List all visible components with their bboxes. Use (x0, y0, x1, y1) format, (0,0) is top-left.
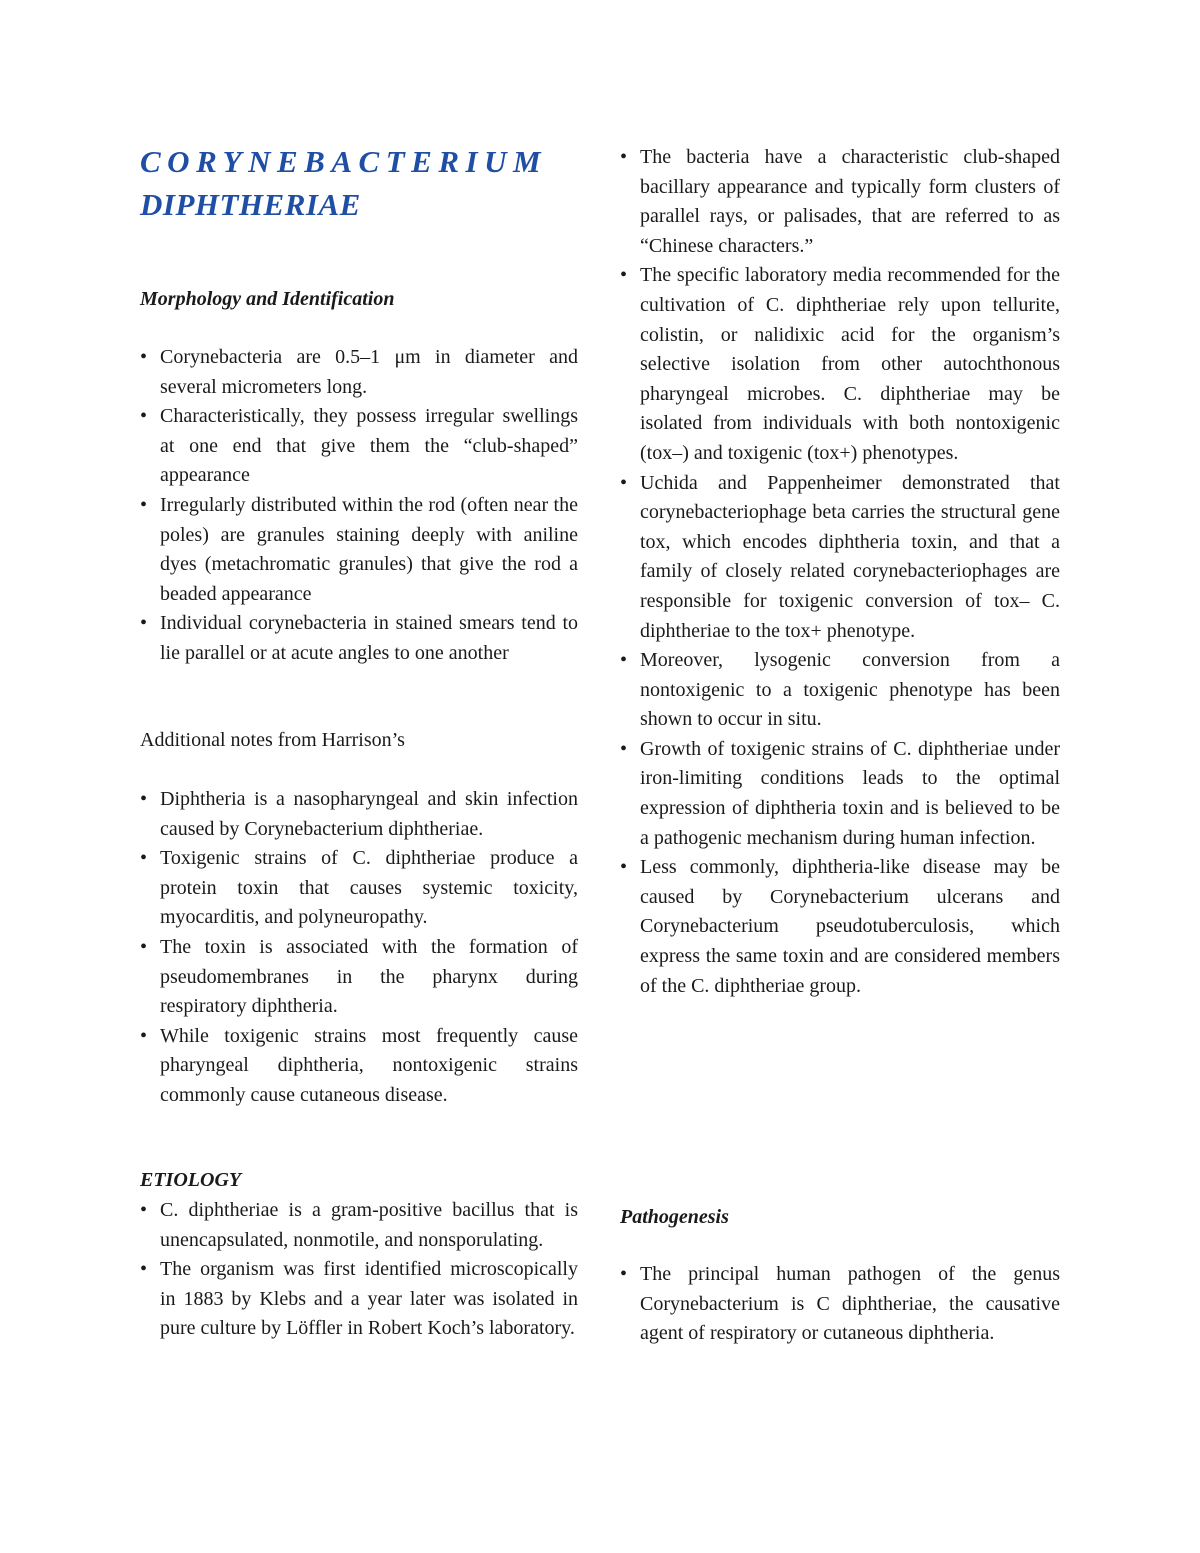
bullet-icon: • (140, 1199, 148, 1221)
list-item-text: The bacteria have a characteristic club-shaped bacillary appearance and typically form clusters of parallel rays, or palisades, that are referred to as “Chinese characters.” (640, 146, 1060, 257)
title-line-2: DIPHTHERIAE (140, 187, 361, 222)
list-item (140, 844, 578, 933)
pathogenesis-heading: Pathogenesis (620, 1206, 729, 1228)
bullet-icon: • (140, 612, 148, 635)
list-item-text: Uchida and Pappenheimer demonstrated that corynebacteriophage beta carries the structural gene tox, which encodes diphtheria toxin, and that a family of closely related corynebacteriophages are responsible for toxigenic conversion of tox– C. diphtheriae to the tox+ phenotype. (640, 471, 1060, 642)
list-item-text: While toxigenic strains most frequently cause pharyngeal diphtheria, nontoxigenic strains commonly cause cutaneous disease. (160, 1024, 578, 1106)
bullet-icon: • (620, 649, 628, 672)
list-item (620, 646, 1060, 735)
list-item-text: The specific laboratory media recommended for the cultivation of C. diphtheriae rely upon tellurite, colistin, or nalidixic acid for the organism’s selective isolation from other autochthonous pharyngeal microbes. C. diphtheriae may be isolated from individuals with both nontoxigenic (tox–) and toxigenic (tox+) phenotypes. (640, 264, 1060, 464)
list-item-text: The organism was first identified microscopically in 1883 by Klebs and a year later was isolated in pure culture by Löffler in Robert Koch’s laboratory. (160, 1258, 578, 1340)
bullet-icon: • (140, 788, 148, 810)
bullet-icon: • (620, 264, 628, 287)
list-item (140, 1196, 578, 1255)
list-item (140, 785, 578, 844)
list-item (620, 1260, 1060, 1349)
list-item-text: Less commonly, diphtheria-like disease may be caused by Corynebacterium ulcerans and Corynebacterium pseudotuberculosis, which express the same toxin and are considered members of the C. diphtheriae group. (640, 856, 1060, 997)
document-title (140, 140, 578, 226)
title-line-1: CORYNEBACTERIUM (140, 144, 548, 179)
etiology-list (140, 1196, 578, 1344)
harrison-notes-heading: Additional notes from Harrison’s (140, 729, 405, 751)
description-list (620, 143, 1060, 1001)
list-item-text: C. diphtheriae is a gram-positive bacillus that is unencapsulated, nonmotile, and nonsporulating. (160, 1199, 578, 1251)
list-item (140, 343, 578, 402)
list-item (620, 143, 1060, 261)
bullet-icon: • (140, 847, 148, 870)
list-item-text: Characteristically, they possess irregular swellings at one end that give them the “club-shaped” appearance (160, 405, 578, 487)
bullet-icon: • (140, 405, 148, 428)
bullet-icon: • (620, 856, 628, 879)
list-item-text: Toxigenic strains of C. diphtheriae produce a protein toxin that causes systemic toxicity, myocarditis, and polyneuropathy. (160, 847, 578, 929)
list-item (620, 469, 1060, 647)
list-item (620, 261, 1060, 468)
pathogenesis-list (620, 1260, 1060, 1349)
bullet-icon: • (620, 737, 628, 760)
bullet-icon: • (620, 1263, 628, 1285)
list-item-text: Diphtheria is a nasopharyngeal and skin infection caused by Corynebacterium diphtheriae. (160, 788, 578, 840)
bullet-icon: • (140, 1258, 148, 1281)
list-item (140, 402, 578, 491)
harrison-list (140, 785, 578, 1111)
list-item (140, 1022, 578, 1111)
bullet-icon: • (620, 146, 628, 168)
bullet-icon: • (140, 493, 148, 516)
list-item (140, 1255, 578, 1344)
list-item (140, 933, 578, 1022)
list-item (140, 491, 578, 609)
morphology-list (140, 343, 578, 669)
list-item-text: The toxin is associated with the formation of pseudomembranes in the pharynx during respiratory diphtheria. (160, 935, 578, 1018)
bullet-icon: • (140, 935, 148, 958)
bullet-icon: • (620, 471, 628, 494)
list-item-text: Corynebacteria are 0.5–1 μm in diameter and several micrometers long. (160, 346, 578, 398)
list-item-text: Individual corynebacteria in stained smears tend to lie parallel or at acute angles to one another (160, 612, 578, 664)
etiology-heading: ETIOLOGY (140, 1169, 242, 1191)
bullet-icon: • (140, 1024, 148, 1047)
list-item-text: Growth of toxigenic strains of C. diphtheriae under iron-limiting conditions leads to the optimal expression of diphtheria toxin and is believed to be a pathogenic mechanism during human infection. (640, 737, 1060, 849)
list-item (140, 609, 578, 668)
bullet-icon: • (140, 346, 148, 368)
list-item-text: Moreover, lysogenic conversion from a nontoxigenic to a toxigenic phenotype has been shown to occur in situ. (640, 649, 1060, 731)
list-item (620, 735, 1060, 853)
list-item-text: Irregularly distributed within the rod (often near the poles) are granules staining deeply with aniline dyes (metachromatic granules) that give the rod a beaded appearance (160, 493, 578, 605)
morphology-heading: Morphology and Identification (140, 288, 395, 310)
list-item (620, 853, 1060, 1001)
list-item-text: The principal human pathogen of the genus Corynebacterium is C diphtheriae, the causative agent of respiratory or cutaneous diphtheria. (640, 1263, 1060, 1345)
